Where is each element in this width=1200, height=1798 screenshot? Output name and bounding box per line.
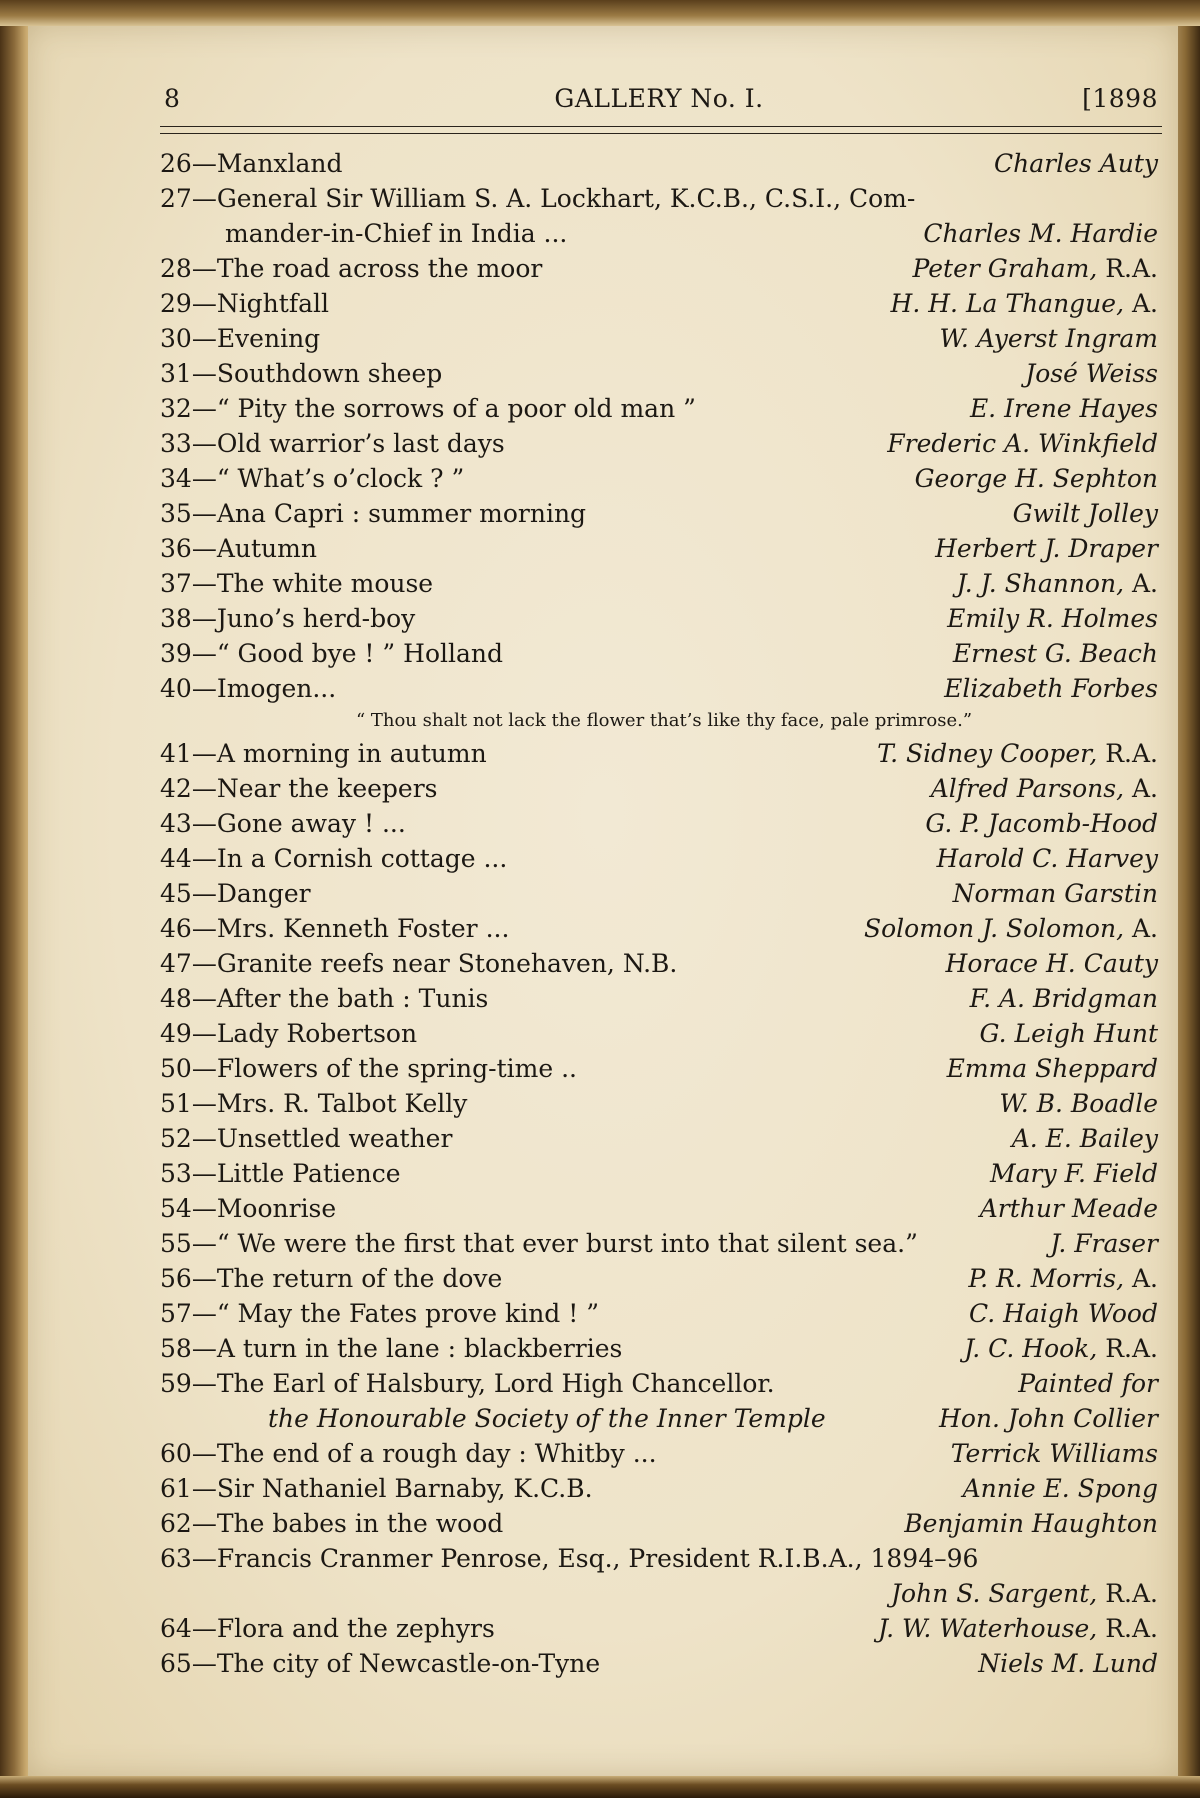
entry-dash: —: [191, 1124, 217, 1153]
catalogue-entry: [160, 1471, 1158, 1506]
entry-title: Imogen...: [216, 674, 337, 703]
entry-title: General Sir William S. A. Lockhart, K.C.B., C.S.I., Com-: [216, 184, 916, 213]
catalogue-entries: [160, 146, 1158, 1681]
entry-dash: —: [191, 499, 217, 528]
entry-artist: [877, 736, 1158, 771]
entry-artist: [953, 876, 1158, 911]
page-number: 8: [164, 84, 181, 113]
catalogue-entry: [160, 1506, 1158, 1541]
entry-number: 41: [160, 739, 192, 768]
artist-name: Emma Sheppard: [946, 1054, 1158, 1083]
entry-number: 54: [160, 1194, 192, 1223]
entry-number: 34: [160, 464, 192, 493]
entry-artist: [999, 1086, 1158, 1121]
artist-name: J. Fraser: [1050, 1229, 1158, 1258]
artist-name: H. H. La Thangue,: [890, 289, 1125, 318]
entry-dash: —: [191, 844, 217, 873]
entry-artist: [1018, 1366, 1158, 1401]
catalogue-entry: [160, 1646, 1158, 1681]
entry-artist: [904, 1506, 1158, 1541]
entry-number: 65: [160, 1649, 192, 1678]
entry-artist: [913, 251, 1158, 286]
entry-artist: [939, 1401, 1158, 1436]
catalogue-entry: [160, 461, 1158, 496]
catalogue-entry: [160, 736, 1158, 771]
gallery-title: GALLERY No. I.: [554, 84, 764, 113]
entry-number: 62: [160, 1509, 192, 1538]
artist-name: J. J. Shannon,: [956, 569, 1125, 598]
entry-artist: [878, 1611, 1158, 1646]
entry-title: The road across the moor: [216, 254, 543, 283]
artist-name: G. Leigh Hunt: [979, 1019, 1158, 1048]
entry-number: 50: [160, 1054, 192, 1083]
artist-name: W. B. Boadle: [999, 1089, 1158, 1118]
entry-number: 30: [160, 324, 192, 353]
running-header: [160, 84, 1158, 124]
entry-dash: —: [191, 1334, 217, 1363]
entry-artist: [970, 391, 1158, 426]
entry-title-continued: mander-in-Chief in India ...: [225, 219, 568, 248]
entry-title: “ Pity the sorrows of a poor old man ”: [216, 394, 696, 423]
entry-artist: [931, 771, 1158, 806]
entry-artist: [968, 1261, 1158, 1296]
entry-number: 40: [160, 674, 192, 703]
artist-name: Emily R. Holmes: [947, 604, 1158, 633]
catalogue-entry: [160, 356, 1158, 391]
catalogue-entry: [160, 1016, 1158, 1051]
entry-number: 38: [160, 604, 192, 633]
entry-number: 28: [160, 254, 192, 283]
entry-dash: —: [191, 289, 217, 318]
catalogue-entry: [160, 806, 1158, 841]
artist-name: John S. Sargent,: [891, 1579, 1098, 1608]
entry-dash: —: [191, 984, 217, 1013]
entry-dash: —: [191, 464, 217, 493]
entry-title: Unsettled weather: [216, 1124, 453, 1153]
artist-name: Hon. John Collier: [939, 1404, 1158, 1433]
entry-artist: [887, 426, 1158, 461]
entry-artist: [980, 1016, 1158, 1051]
entry-title: Lady Robertson: [216, 1019, 418, 1048]
catalogue-entry: [160, 1261, 1158, 1296]
entry-title: Mrs. Kenneth Foster ...: [216, 914, 510, 943]
artist-name: P. R. Morris,: [968, 1264, 1125, 1293]
entry-artist: [940, 321, 1159, 356]
entry-artist: [1050, 1226, 1158, 1261]
catalogue-entry: [160, 981, 1158, 1016]
artist-suffix: A.: [1131, 289, 1158, 318]
artist-name: E. Irene Hayes: [969, 394, 1158, 423]
entry-artist: [944, 671, 1158, 706]
entry-artist: [978, 1646, 1158, 1681]
entry-number: 60: [160, 1439, 192, 1468]
entry-dash: —: [191, 1614, 217, 1643]
artist-name: C. Haigh Wood: [969, 1299, 1158, 1328]
entry-artist: [947, 1051, 1158, 1086]
entry-title: “ We were the first that ever burst into that silent sea.”: [216, 1229, 918, 1258]
entry-dash: —: [191, 774, 217, 803]
catalogue-entry: [160, 321, 1158, 356]
catalogue-entry: [160, 1191, 1158, 1226]
entry-number: 37: [160, 569, 192, 598]
entry-title-continued: the Honourable Society of the Inner Temple: [268, 1404, 826, 1433]
entry-dash: —: [191, 1509, 217, 1538]
entry-number: 58: [160, 1334, 192, 1363]
entry-title: Mrs. R. Talbot Kelly: [216, 1089, 468, 1118]
catalogue-entry: [160, 1611, 1158, 1646]
artist-suffix: R.A.: [1105, 1579, 1158, 1608]
entry-artist: [947, 601, 1158, 636]
entry-dash: —: [191, 1264, 217, 1293]
entry-artist: [963, 1471, 1158, 1506]
catalogue-entry: [160, 771, 1158, 806]
entry-number: 45: [160, 879, 192, 908]
entry-number: 47: [160, 949, 192, 978]
entry-number: 53: [160, 1159, 192, 1188]
entry-title: Evening: [216, 324, 321, 353]
entry-title: Francis Cranmer Penrose, Esq., President R.I.B.A., 1894–96: [216, 1544, 979, 1573]
artist-name: Charles M. Hardie: [923, 219, 1158, 248]
entry-dash: —: [191, 809, 217, 838]
catalogue-entry: [160, 1436, 1158, 1471]
catalogue-entry: [160, 636, 1158, 671]
entry-artist: [923, 216, 1158, 251]
entry-dash: —: [191, 1019, 217, 1048]
book-edge-top: [0, 0, 1200, 26]
artist-name: Ernest G. Beach: [952, 639, 1158, 668]
entry-title: The city of Newcastle-on-Tyne: [216, 1649, 601, 1678]
entry-number: 39: [160, 639, 192, 668]
entry-artist: [946, 946, 1158, 981]
header-rule: [160, 126, 1162, 134]
catalogue-entry: [160, 601, 1158, 636]
entry-number: 63: [160, 1544, 192, 1573]
artist-name: Arthur Meade: [979, 1194, 1158, 1223]
artist-suffix: R.A.: [1105, 1334, 1158, 1363]
entry-dash: —: [191, 674, 217, 703]
entry-title: In a Cornish cottage ...: [216, 844, 508, 873]
entry-artist: [1013, 496, 1158, 531]
artist-name: Norman Garstin: [952, 879, 1158, 908]
entry-dash: —: [191, 1369, 217, 1398]
entry-number: 57: [160, 1299, 192, 1328]
artist-name: F. A. Bridgman: [969, 984, 1158, 1013]
entry-number: 46: [160, 914, 192, 943]
entry-number: 55: [160, 1229, 192, 1258]
entry-title: Southdown sheep: [216, 359, 443, 388]
entry-dash: —: [191, 1439, 217, 1468]
entry-title: Juno’s herd-boy: [216, 604, 416, 633]
entry-artist: [1025, 356, 1158, 391]
entry-number: 59: [160, 1369, 192, 1398]
artist-name: Terrick Williams: [950, 1439, 1158, 1468]
artist-suffix: A.: [1131, 774, 1158, 803]
entry-title: Sir Nathaniel Barnaby, K.C.B.: [216, 1474, 593, 1503]
entry-title: Manxland: [216, 149, 343, 178]
entry-title: Danger: [216, 879, 311, 908]
entry-title: A morning in autumn: [216, 739, 487, 768]
page-content: [160, 84, 1158, 1681]
entry-title: Gone away ! ...: [216, 809, 406, 838]
entry-artist: [964, 1331, 1158, 1366]
artist-name: T. Sidney Cooper,: [877, 739, 1098, 768]
catalogue-entry: [160, 1226, 1158, 1261]
entry-title: The white mouse: [216, 569, 434, 598]
catalogue-entry: [160, 1331, 1158, 1366]
entry-title: Flowers of the spring-time ..: [216, 1054, 577, 1083]
entry-quotation: “ Thou shalt not lack the flower that’s like thy face, pale primrose.”: [355, 710, 973, 731]
catalogue-entry: [160, 911, 1158, 946]
catalogue-entry: [160, 841, 1158, 876]
catalogue-entry-continuation: [160, 1576, 1158, 1611]
catalogue-entry: [160, 876, 1158, 911]
catalogue-entry: [160, 1366, 1158, 1401]
entry-artist: [951, 1436, 1158, 1471]
entry-artist: [969, 1296, 1158, 1331]
artist-name: Peter Graham,: [912, 254, 1098, 283]
entry-title: The return of the dove: [216, 1264, 503, 1293]
catalogue-entry: [160, 531, 1158, 566]
catalogue-entry: [160, 181, 1158, 216]
artist-name: Benjamin Haughton: [904, 1509, 1158, 1538]
entry-dash: —: [191, 914, 217, 943]
entry-number: 52: [160, 1124, 192, 1153]
entry-dash: —: [191, 394, 217, 423]
artist-name: Solomon J. Solomon,: [863, 914, 1125, 943]
catalogue-entry: [160, 391, 1158, 426]
artist-name: Painted for: [1018, 1369, 1158, 1398]
entry-dash: —: [191, 359, 217, 388]
catalogue-entry: [160, 1086, 1158, 1121]
entry-dash: —: [191, 1229, 217, 1258]
artist-name: José Weiss: [1025, 359, 1158, 388]
entry-number: 35: [160, 499, 192, 528]
artist-name: Herbert J. Draper: [935, 534, 1158, 563]
entry-number: 29: [160, 289, 192, 318]
artist-name: W. Ayerst Ingram: [939, 324, 1158, 353]
book-edge-bottom: [0, 1776, 1200, 1798]
entry-dash: —: [191, 324, 217, 353]
artist-suffix: A.: [1131, 914, 1158, 943]
catalogue-entry: [160, 1051, 1158, 1086]
entry-dash: —: [191, 949, 217, 978]
entry-number: 44: [160, 844, 192, 873]
catalogue-entry: [160, 251, 1158, 286]
artist-name: A. E. Bailey: [1011, 1124, 1158, 1153]
entry-title: After the bath : Tunis: [216, 984, 489, 1013]
entry-number: 26: [160, 149, 192, 178]
catalogue-entry: [160, 1296, 1158, 1331]
entry-dash: —: [191, 1544, 217, 1573]
entry-number: 51: [160, 1089, 192, 1118]
entry-dash: —: [191, 639, 217, 668]
catalogue-entry-continuation: [160, 1401, 1158, 1436]
entry-number: 27: [160, 184, 192, 213]
entry-number: 61: [160, 1474, 192, 1503]
entry-title: “ What’s o’clock ? ”: [216, 464, 465, 493]
entry-dash: —: [191, 1089, 217, 1118]
artist-suffix: R.A.: [1105, 254, 1158, 283]
entry-title: Near the keepers: [216, 774, 438, 803]
entry-artist: [925, 806, 1158, 841]
entry-dash: —: [191, 1474, 217, 1503]
entry-number: 33: [160, 429, 192, 458]
artist-name: Mary F. Field: [989, 1159, 1158, 1188]
entry-title: Nightfall: [216, 289, 329, 318]
entry-title: A turn in the lane : blackberries: [216, 1334, 623, 1363]
catalogue-entry: [160, 1541, 1158, 1576]
entry-dash: —: [191, 569, 217, 598]
entry-title: “ May the Fates prove kind ! ”: [216, 1299, 600, 1328]
artist-name: George H. Sephton: [914, 464, 1158, 493]
entry-artist: [980, 1191, 1158, 1226]
artist-name: Annie E. Spong: [962, 1474, 1158, 1503]
entry-dash: —: [191, 1159, 217, 1188]
entry-artist: [970, 981, 1158, 1016]
entry-artist: [935, 531, 1158, 566]
entry-number: 48: [160, 984, 192, 1013]
entry-number: 36: [160, 534, 192, 563]
entry-title: Moonrise: [216, 1194, 337, 1223]
entry-title: Autumn: [216, 534, 317, 563]
entry-title: Granite reefs near Stonehaven, N.B.: [216, 949, 678, 978]
entry-title: The Earl of Halsbury, Lord High Chancellor.: [216, 1369, 775, 1398]
entry-dash: —: [191, 1649, 217, 1678]
entry-title: Little Patience: [216, 1159, 401, 1188]
entry-dash: —: [191, 1299, 217, 1328]
artist-name: Elizabeth Forbes: [944, 674, 1158, 703]
entry-number: 32: [160, 394, 192, 423]
catalogue-entry: [160, 1121, 1158, 1156]
entry-title: Old warrior’s last days: [216, 429, 505, 458]
artist-name: Alfred Parsons,: [930, 774, 1125, 803]
artist-name: Charles Auty: [994, 149, 1158, 178]
artist-suffix: R.A.: [1105, 739, 1158, 768]
entry-title: Flora and the zephyrs: [216, 1614, 495, 1643]
catalogue-entry: [160, 1156, 1158, 1191]
artist-suffix: A.: [1131, 1264, 1158, 1293]
artist-name: Harold C. Harvey: [936, 844, 1158, 873]
artist-name: Gwilt Jolley: [1012, 499, 1158, 528]
artist-suffix: A.: [1131, 569, 1158, 598]
catalogue-entry: [160, 496, 1158, 531]
entry-artist: [915, 461, 1158, 496]
catalogue-entry: [160, 146, 1158, 181]
year-marker: [1898: [1082, 84, 1158, 113]
artist-name: G. P. Jacomb-Hood: [925, 809, 1158, 838]
catalogue-entry: [160, 426, 1158, 461]
entry-title: “ Good bye ! ” Holland: [216, 639, 504, 668]
catalogue-entry: [160, 286, 1158, 321]
entry-number: 31: [160, 359, 192, 388]
entry-number: 43: [160, 809, 192, 838]
entry-dash: —: [191, 604, 217, 633]
artist-name: J. W. Waterhouse,: [878, 1614, 1098, 1643]
entry-dash: —: [191, 1194, 217, 1223]
entry-artist: [990, 1156, 1158, 1191]
entry-artist: [953, 636, 1158, 671]
entry-artist: [937, 841, 1158, 876]
entry-artist: [957, 566, 1158, 601]
entry-dash: —: [191, 1054, 217, 1083]
entry-dash: —: [191, 879, 217, 908]
entry-number: 49: [160, 1019, 192, 1048]
entry-dash: —: [191, 534, 217, 563]
artist-name: J. C. Hook,: [964, 1334, 1098, 1363]
catalogue-entry-continuation: [160, 216, 1158, 251]
entry-number: 42: [160, 774, 192, 803]
entry-dash: —: [191, 254, 217, 283]
artist-name: Niels M. Lund: [978, 1649, 1158, 1678]
catalogue-entry: [160, 946, 1158, 981]
entry-title: The babes in the wood: [216, 1509, 504, 1538]
entry-dash: —: [191, 149, 217, 178]
entry-artist: [891, 1576, 1158, 1611]
artist-name: Horace H. Cauty: [945, 949, 1158, 978]
entry-number: 56: [160, 1264, 192, 1293]
entry-artist: [891, 286, 1158, 321]
entry-dash: —: [191, 429, 217, 458]
entry-artist: [994, 146, 1158, 181]
entry-artist: [864, 911, 1158, 946]
catalogue-entry: [160, 566, 1158, 601]
entry-artist: [1012, 1121, 1158, 1156]
entry-title: The end of a rough day : Whitby ...: [216, 1439, 657, 1468]
catalogue-entry: [160, 671, 1158, 706]
entry-dash: —: [191, 739, 217, 768]
artist-suffix: R.A.: [1105, 1614, 1158, 1643]
entry-title: Ana Capri : summer morning: [216, 499, 587, 528]
entry-number: 64: [160, 1614, 192, 1643]
entry-dash: —: [191, 184, 217, 213]
artist-name: Frederic A. Winkfield: [887, 429, 1158, 458]
